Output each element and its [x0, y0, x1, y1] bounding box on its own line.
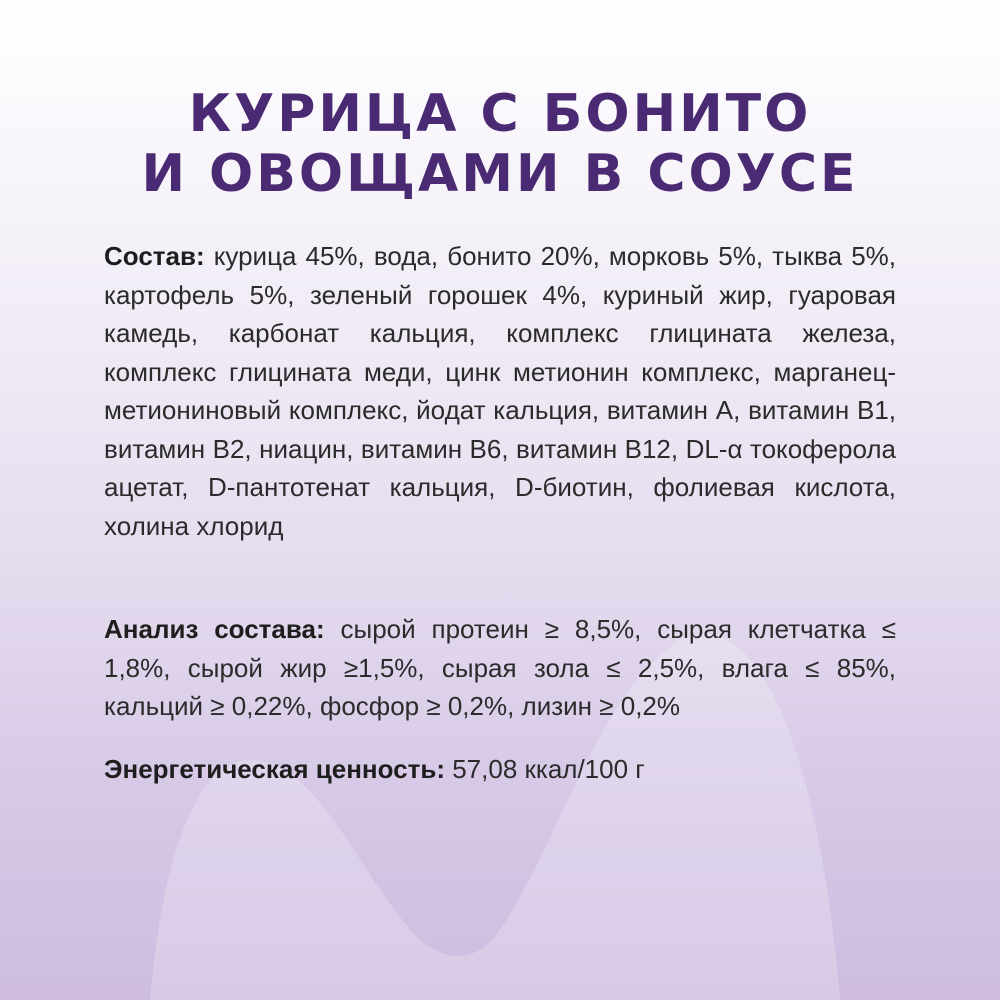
energy-text: 57,08 ккал/100 г: [452, 754, 645, 784]
product-title-line-1: КУРИЦА С БОНИТО: [188, 84, 812, 144]
product-title-line-2: И ОВОЩАМИ В СОУСЕ: [141, 144, 859, 204]
energy-label: Энергетическая ценность:: [104, 754, 445, 784]
analysis-section: [104, 610, 896, 726]
analysis-label: Анализ состава:: [104, 614, 325, 644]
composition-text: курица 45%, вода, бонито 20%, морковь 5%, тыква 5%, картофель 5%, зеленый горошек 4%, куриный жир, гуаровая камедь, карбонат кальция, комплекс глицината железа, комплекс глицината меди, цинк метионин комплекс, марганец-метиониновый комплекс, йодат кальция, витамин А, витамин В1, витамин В2, ниацин, витамин В6, витамин В12, DL-α токоферола ацетат, D-пантотенат кальция, D-биотин, фолиевая кислота, холина хлорид: [104, 241, 896, 541]
analysis-text: сырой протеин ≥ 8,5%, сырая клетчатка ≤ 1,8%, сырой жир ≥1,5%, сырая зола ≤ 2,5%, влага ≤ 85%, кальций ≥ 0,22%, фосфор ≥ 0,2%, лизин ≥ 0,2%: [104, 614, 896, 721]
composition-section: [104, 237, 896, 545]
energy-section: [104, 750, 896, 789]
product-title: [0, 84, 1000, 204]
composition-label: Состав:: [104, 241, 205, 271]
